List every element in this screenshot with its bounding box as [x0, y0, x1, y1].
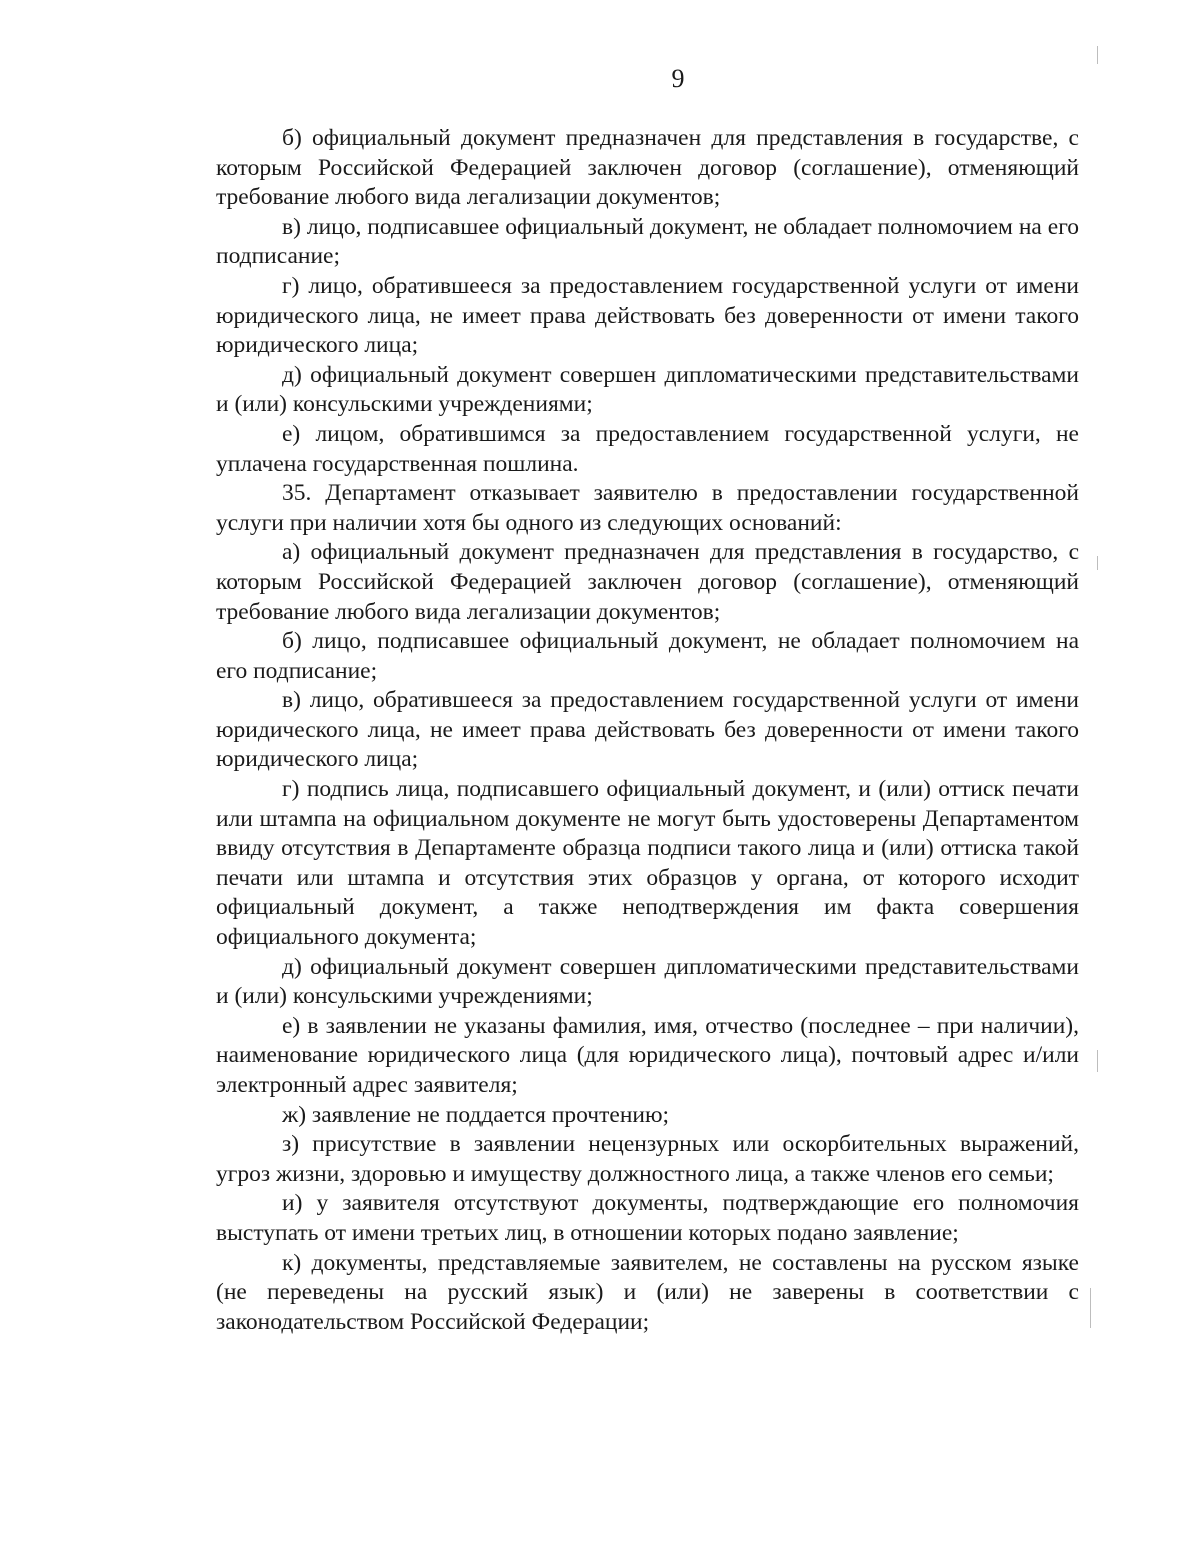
paragraph-e-2: е) в заявлении не указаны фамилия, имя, отчество (последнее – при наличии), наименование юридического лица (для юридического лица), почтовый адрес и/или электронный адрес заявителя;	[216, 1012, 1079, 1098]
paragraph-z-2: з) присутствие в заявлении нецензурных или оскорбительных выражений, угроз жизни, здоровью и имуществу должностного лица, а также членов его семьи;	[216, 1131, 1079, 1187]
paragraph-35: 35. Департамент отказывает заявителю в предоставлении государственной услуги при наличии хотя бы одного из следующих оснований:	[216, 480, 1079, 536]
paragraph-v-2: в) лицо, обратившееся за предоставлением государственной услуги от имени юридического лица, не имеет права действовать без доверенности от имени такого юридического лица;	[216, 687, 1079, 773]
paragraph-a-2: а) официальный документ предназначен для представления в государство, с которым Российской Федерацией заключен договор (соглашение), отменяющий требование любого вида легализации документов;	[216, 539, 1079, 625]
paragraph-d-1: д) официальный документ совершен дипломатическими представительствами и (или) консульскими учреждениями;	[216, 361, 1079, 418]
scan-edge-mark	[1097, 46, 1098, 64]
paragraph-v-1: в) лицо, подписавшее официальный документ, не обладает полномочием на его подписание;	[216, 213, 1079, 270]
paragraph-b-2: б) лицо, подписавшее официальный документ, не обладает полномочием на его подписание;	[216, 628, 1079, 684]
document-body	[216, 124, 1079, 1337]
paragraph-g-1: г) лицо, обратившееся за предоставлением государственной услуги от имени юридического лица, не имеет права действовать без доверенности от имени такого юридического лица;	[216, 272, 1079, 359]
paragraph-i-2: и) у заявителя отсутствуют документы, подтверждающие его полномочия выступать от имени третьих лиц, в отношении которых подано заявление;	[216, 1190, 1079, 1246]
paragraph-e-1: е) лицом, обратившимся за предоставлением государственной услуги, не уплачена государственная пошлина.	[216, 420, 1079, 477]
paragraph-k-2: к) документы, представляемые заявителем, не составлены на русском языке (не переведены на русский язык) и (или) не заверены в соответствии с законодательством Российской Федерации;	[216, 1249, 1079, 1335]
scan-edge-mark	[1097, 1050, 1098, 1072]
scan-edge-mark	[1097, 556, 1098, 570]
paragraph-b-1: б) официальный документ предназначен для представления в государстве, с которым Российской Федерацией заключен договор (соглашение), отменяющий требование любого вида легализации документов;	[216, 125, 1079, 211]
paragraph-zh-2: ж) заявление не поддается прочтению;	[282, 1101, 670, 1128]
scan-edge-mark	[1090, 1288, 1091, 1328]
paragraph-d-2: д) официальный документ совершен дипломатическими представительствами и (или) консульскими учреждениями;	[216, 953, 1079, 1010]
paragraph-g-2: г) подпись лица, подписавшего официальный документ, и (или) оттиск печати или штампа на официальном документе не могут быть удостоверены Департаментом ввиду отсутствия в Департаменте образца подписи такого лица и (или) оттиска такой печати или штампа и отсутствия этих образцов у органа, от которого исходит официальный документ, а также неподтверждения им факта совершения официального документа;	[216, 776, 1079, 951]
page-number: 9	[671, 64, 685, 93]
